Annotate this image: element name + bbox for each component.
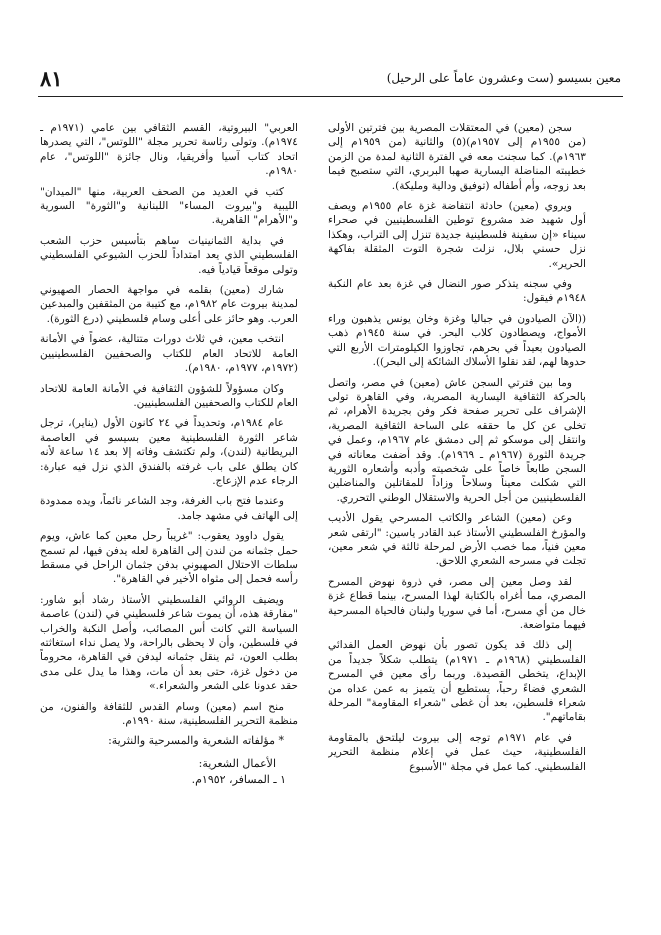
paragraph: في عام ١٩٧١م توجه إلى بيروت ليلتحق بالمقاومة الفلسطينية، حيث عمل في إعلام منظمة التحرير الفلسطيني. كما عمل في مجلة "الأسبوع	[328, 731, 586, 773]
paragraph: ويضيف الروائي الفلسطيني الأستاذ رشاد أبو شاور: "مفارقة هذه، أن يموت شاعر فلسطيني في (لندن) عاصمة السياسة التي كانت أس المصائب، وأصل النكبة والخراب في فلسطين، وأن لا يحظى بالراحة، ولا يصل نداء استغاثته بطلب العون، ثم ينقل جثمانه ليدفن في القاهرة، محروماً من دخول غزة، حتى بعد أن مات، وهذا ما يدل على مدى حقد عدونا على الشعر والشعراء.»	[40, 593, 298, 693]
paragraph: وعندما فتح باب الغرفة، وجد الشاعر نائماً، ويده ممدودة إلى الهاتف في مشهد جامد.	[40, 495, 298, 522]
paragraph: سجن (معين) في المعتقلات المصرية بين فترتين الأولى (من ١٩٥٥م إلى ١٩٥٧م)(٥) والثانية (من ١٩٥٩م إلى ١٩٦٣م). كما سجنت معه في الفترة الثانية لمدة من الزمن خطيبته المناضلة اليسارية صهبا البربري، التي ستصبح فيما بعد زوجه، وأم أطفاله (توفيق ودالية ومليكة).	[328, 122, 586, 192]
paragraph: منح اسم (معين) وسام القدس للثقافة والفنون، من منظمة التحرير الفلسطينية، سنة ١٩٩٠م.	[40, 700, 298, 728]
paragraph: يقول داوود يعقوب: "غريباً رحل معين كما عاش، ويوم حمل جثمانه من لندن إلى القاهرة لعله يدفن فيها، لم تسمح سلطات الاحتلال الصهيوني بدفن جثمان الراحل في مسقط رأسه فحمل إلى مثواه الأخير في القاهرة".	[40, 530, 298, 586]
paragraph: ويروي (معين) حادثة انتفاضة غزة عام ١٩٥٥م ويصف أول شهيد ضد مشروع توطين الفلسطينيين في صحراء سيناء «إن سفينة فلسطينية جديدة تنزل إلى التراب، وهكذا نزل حسني بلال، نزلت شجرة التوت المثقلة بفاكهة الحرير».	[328, 200, 586, 270]
paragraph: عام ١٩٨٤م، وتحديداً في ٢٤ كانون الأول (يناير)، ترجل شاعر الثورة الفلسطينية معين بسيسو في العاصمة البريطانية (لندن)، ولم تكتشف وفاته إلا بعد ١٤ ساعة لأنه كان يطلق على باب غرفته بالفندق الذي نزل فيه عبارة: الرجاء عدم الإزعاج.	[40, 417, 298, 487]
running-header	[38, 66, 623, 96]
paragraph: وفي سجنه يتذكر صور النضال في غزة بعد عام النكبة ١٩٤٨م فيقول:	[328, 278, 586, 305]
page-number: ٨١	[40, 66, 63, 91]
poetry-works-subheading: الأعمال الشعرية:	[198, 756, 276, 770]
paragraph: وما بين فترتي السجن عاش (معين) في مصر، واتصل بالحركة الثقافية اليسارية المصرية، وفي القاهرة تولى الإشراف على تحرير صفحة فكر وفن بجريدة الأهرام، ثم تخلى عن كل ما حققه على الساحة الثقافية المصرية، وانتقل إلى موسكو ثم إلى دمشق عام ١٩٦٧م، وعمل في جريدة الثورة (١٩٦٧م ـ ١٩٦٩م). وقد أضفت معاناته في السجن طابعاً خاصاً على شخصيته وأدبه وأشعاره الثورية التي شكلت معيناً وسلاحاً وزاداً للمقاتلين والمناضلين الفلسطينيين من أجل الحرية والاستقلال الوطني التحرري.	[328, 376, 586, 504]
works-list-item: ١ ـ المسافر، ١٩٥٢م.	[191, 773, 286, 787]
header-rule	[38, 96, 623, 97]
paragraph: وكان مسؤولاً للشؤون الثقافية في الأمانة العامة للاتحاد العام للكتاب والصحفيين الفلسطينيين.	[40, 382, 298, 409]
block-quote: ((الآن الصيادون في جباليا وغزة وخان يونس يذهبون وراء الأمواج، ويصطادون كلاب البحر. في سنة ١٩٤٥م ذهب الصيادون بعيداً في بحرهم، تجاوزوا الكيلومترات الأربع التي حدوها لهم، لقد نقلوا الأسلاك الشائكة إلى البحر)).	[328, 312, 586, 369]
works-heading: * مؤلفاته الشعرية والمسرحية والنثرية:	[108, 734, 284, 748]
paragraph: شارك (معين) بقلمه في مواجهة الحصار الصهيوني لمدينة بيروت عام ١٩٨٢م، مع كتيبة من المثقفين والمبدعين العرب. وهو حائز على أعلى وسام فلسطيني (درع الثورة).	[40, 284, 298, 325]
paragraph: لقد وصل معين إلى مصر، في ذروة نهوض المسرح المصري، مما أغراه بالكتابة لهذا المسرح، بينما قطاع غزة خال من أي مسرح، أما في سوريا ولبنان فالحياة المسرحية فيهما متواضعة.	[328, 575, 586, 631]
right-column	[328, 121, 586, 911]
paragraph: وعن (معين) الشاعر والكاتب المسرحي يقول الأديب والمؤرخ الفلسطيني الأستاذ عبد القادر ياسين: "ارتقى شعر معين فنياً، مما خصب الأرض لمرحلة ثالثة في شعر معين، تجلت في مسرحه الشعري اللاحق.	[328, 512, 586, 568]
left-column	[40, 121, 298, 911]
paragraph: كتب في العديد من الصحف العربية، منها "الميدان" الليبية و"بيروت المساء" اللبنانية و"الثورة" السورية و"الأهرام" القاهرية.	[40, 185, 298, 227]
paragraph: العربي" البيروتية، القسم الثقافي بين عامي (١٩٧١م ـ ١٩٧٤م). وتولى رئاسة تحرير مجلة "اللوتس"، التي يصدرها اتحاد كتاب آسيا وأفريقيا، ونال جائزة "اللوتس"، عام ١٩٨٠م.	[40, 122, 298, 178]
paragraph: انتخب معين، في ثلاث دورات متتالية، عضواً في الأمانة العامة للاتحاد العام للكتاب والصحفيين الفلسطينيين (١٩٧٢م، ١٩٧٧م، ١٩٨٠م).	[40, 333, 298, 375]
running-title: معين بسيسو (ست وعشرون عاماً على الرحيل)	[386, 71, 621, 85]
paragraph: في بداية الثمانينيات ساهم بتأسيس حزب الشعب الفلسطيني الذي يعد امتداداً للحزب الشيوعي الفلسطيني وتولى موقعاً قيادياً فيه.	[40, 234, 298, 276]
paragraph: إلى ذلك قد يكون تصور بأن نهوض العمل الفدائي الفلسطيني (١٩٦٨م ـ ١٩٧١م) يتطلب شكلاً جديداً من الإبداع، يتخطى القصيدة. وربما رأى معين في المسرح الشعري فضاءً رحباً، يستطيع أن يتميز به عمن عداه من شعراء فلسطين، بعد أن غطى "شعراء المقاومة" المرحلة بقاماتهم".	[328, 639, 586, 724]
